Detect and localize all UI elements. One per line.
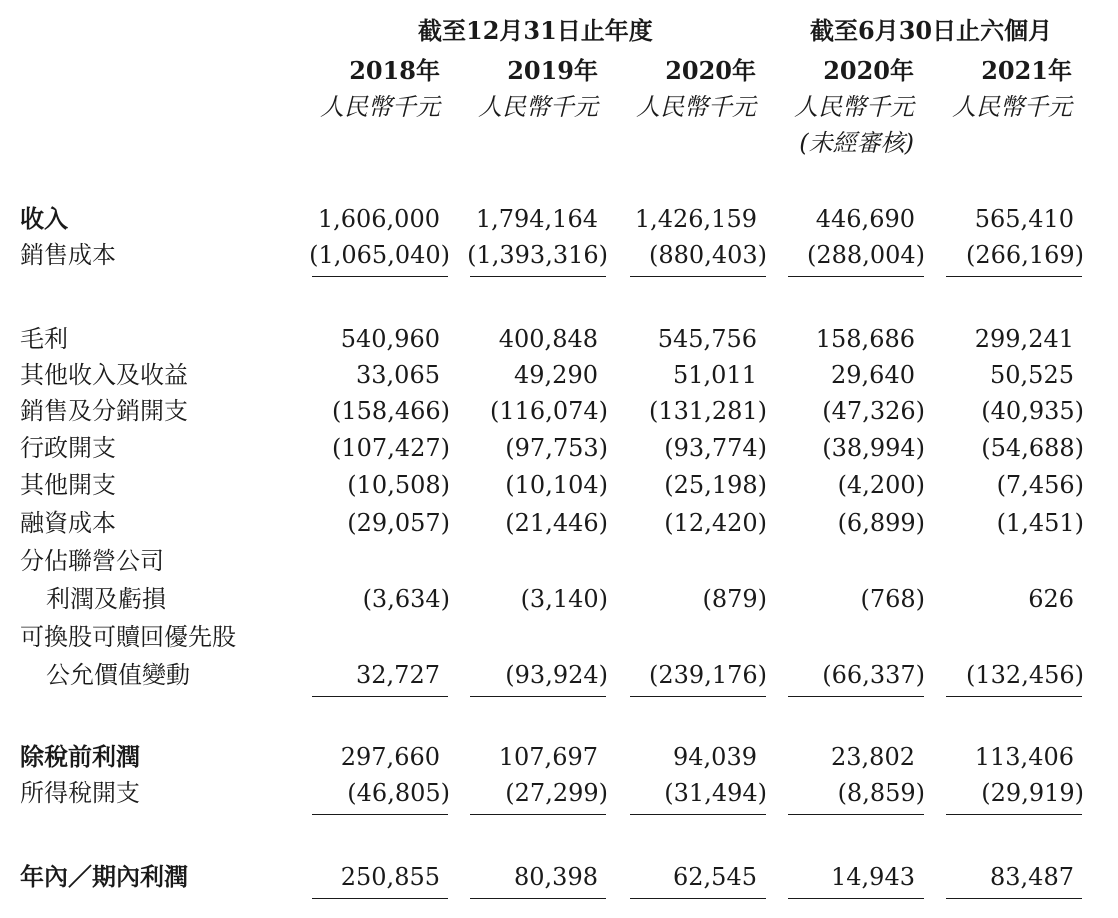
column-underline bbox=[312, 898, 448, 899]
table-cell: (38,994) bbox=[822, 434, 925, 462]
table-cell: 565,410 bbox=[974, 205, 1074, 233]
row-label: 公允價值變動 bbox=[46, 661, 190, 689]
table-cell: (768) bbox=[860, 585, 925, 613]
table-cell: 33,065 bbox=[356, 361, 440, 389]
table-cell: 113,406 bbox=[974, 743, 1074, 771]
column-underline bbox=[470, 276, 606, 277]
table-cell: 297,660 bbox=[340, 743, 440, 771]
table-cell: (10,104) bbox=[505, 471, 608, 499]
table-cell: 14,943 bbox=[831, 863, 915, 891]
column-underline bbox=[946, 276, 1082, 277]
period-header-six-months: 截至6月30日止六個月 bbox=[810, 16, 1053, 45]
column-year-2019: 2019年 bbox=[507, 56, 598, 85]
table-cell: 29,640 bbox=[831, 361, 915, 389]
table-cell: (158,466) bbox=[332, 397, 450, 425]
table-cell: (97,753) bbox=[505, 434, 608, 462]
column-underline bbox=[470, 696, 606, 697]
column-underline bbox=[946, 898, 1082, 899]
column-unit-2018: 人民幣千元 bbox=[320, 93, 440, 121]
row-label: 銷售及分銷開支 bbox=[20, 397, 188, 425]
column-underline bbox=[788, 898, 924, 899]
table-cell: (46,805) bbox=[347, 779, 450, 807]
column-unit-2020-half: 人民幣千元 bbox=[794, 93, 914, 121]
column-note-unaudited: (未經審核) bbox=[799, 129, 914, 157]
column-unit-2020-full: 人民幣千元 bbox=[636, 93, 756, 121]
table-cell: 107,697 bbox=[498, 743, 598, 771]
table-cell: (93,774) bbox=[664, 434, 767, 462]
column-underline bbox=[630, 696, 766, 697]
table-cell: (4,200) bbox=[837, 471, 925, 499]
column-unit-2021-half: 人民幣千元 bbox=[952, 93, 1072, 121]
table-cell: 32,727 bbox=[356, 661, 440, 689]
period-header-full-year: 截至12月31日止年度 bbox=[418, 16, 653, 45]
row-label: 融資成本 bbox=[20, 509, 116, 537]
table-cell: (107,427) bbox=[332, 434, 450, 462]
table-cell: (879) bbox=[702, 585, 767, 613]
table-cell: (93,924) bbox=[505, 661, 608, 689]
table-cell: 23,802 bbox=[831, 743, 915, 771]
column-underline bbox=[946, 696, 1082, 697]
table-cell: (1,393,316) bbox=[467, 241, 608, 269]
table-cell: (131,281) bbox=[649, 397, 767, 425]
table-cell: 626 bbox=[1028, 585, 1074, 613]
column-year-2018: 2018年 bbox=[349, 56, 440, 85]
table-cell: (880,403) bbox=[649, 241, 767, 269]
table-cell: (29,919) bbox=[981, 779, 1084, 807]
table-cell: 94,039 bbox=[673, 743, 757, 771]
table-cell: (3,634) bbox=[362, 585, 450, 613]
table-cell: 1,794,164 bbox=[475, 205, 598, 233]
table-cell: (7,456) bbox=[996, 471, 1084, 499]
table-cell: (21,446) bbox=[505, 509, 608, 537]
table-cell: (29,057) bbox=[347, 509, 450, 537]
table-cell: 540,960 bbox=[340, 325, 440, 353]
column-underline bbox=[630, 814, 766, 815]
table-cell: (1,065,040) bbox=[309, 241, 450, 269]
table-cell: (3,140) bbox=[520, 585, 608, 613]
table-cell: 62,545 bbox=[673, 863, 757, 891]
column-underline bbox=[630, 276, 766, 277]
table-cell: (47,326) bbox=[822, 397, 925, 425]
column-underline bbox=[470, 898, 606, 899]
table-cell: 299,241 bbox=[974, 325, 1074, 353]
table-cell: (132,456) bbox=[966, 661, 1084, 689]
column-underline bbox=[312, 276, 448, 277]
column-underline bbox=[788, 696, 924, 697]
table-cell: 83,487 bbox=[990, 863, 1074, 891]
row-label: 可換股可贖回優先股 bbox=[20, 623, 236, 651]
column-year-2020-full: 2020年 bbox=[665, 56, 756, 85]
table-cell: (66,337) bbox=[822, 661, 925, 689]
table-cell: (10,508) bbox=[347, 471, 450, 499]
table-cell: 400,848 bbox=[498, 325, 598, 353]
row-label: 收入 bbox=[20, 204, 68, 233]
column-underline bbox=[946, 814, 1082, 815]
row-label: 分佔聯營公司 bbox=[20, 547, 164, 575]
table-cell: (116,074) bbox=[490, 397, 608, 425]
row-label: 除稅前利潤 bbox=[20, 742, 140, 771]
table-cell: (288,004) bbox=[807, 241, 925, 269]
row-label: 銷售成本 bbox=[20, 241, 116, 269]
table-cell: (6,899) bbox=[837, 509, 925, 537]
table-cell: (12,420) bbox=[664, 509, 767, 537]
table-cell: 545,756 bbox=[657, 325, 757, 353]
table-cell: (239,176) bbox=[649, 661, 767, 689]
row-label: 其他開支 bbox=[20, 471, 116, 499]
table-cell: 1,606,000 bbox=[317, 205, 440, 233]
table-cell: 446,690 bbox=[815, 205, 915, 233]
table-cell: (266,169) bbox=[966, 241, 1084, 269]
table-cell: (25,198) bbox=[664, 471, 767, 499]
row-label: 毛利 bbox=[20, 325, 68, 353]
table-cell: (40,935) bbox=[981, 397, 1084, 425]
table-cell: (31,494) bbox=[664, 779, 767, 807]
table-cell: 1,426,159 bbox=[634, 205, 757, 233]
row-label: 年內／期內利潤 bbox=[20, 862, 188, 891]
column-unit-2019: 人民幣千元 bbox=[478, 93, 598, 121]
column-underline bbox=[788, 276, 924, 277]
column-underline bbox=[470, 814, 606, 815]
column-underline bbox=[788, 814, 924, 815]
table-cell: 51,011 bbox=[673, 361, 757, 389]
table-cell: 80,398 bbox=[514, 863, 598, 891]
column-underline bbox=[312, 814, 448, 815]
table-cell: 250,855 bbox=[340, 863, 440, 891]
table-cell: 158,686 bbox=[815, 325, 915, 353]
column-underline bbox=[630, 898, 766, 899]
table-cell: 49,290 bbox=[514, 361, 598, 389]
table-cell: (27,299) bbox=[505, 779, 608, 807]
row-label: 所得稅開支 bbox=[20, 779, 140, 807]
column-year-2020-half: 2020年 bbox=[823, 56, 914, 85]
row-label: 其他收入及收益 bbox=[20, 361, 188, 389]
row-label: 利潤及虧損 bbox=[46, 585, 166, 613]
table-cell: 50,525 bbox=[990, 361, 1074, 389]
column-year-2021-half: 2021年 bbox=[981, 56, 1072, 85]
table-cell: (54,688) bbox=[981, 434, 1084, 462]
column-underline bbox=[312, 696, 448, 697]
row-label: 行政開支 bbox=[20, 434, 116, 462]
table-cell: (8,859) bbox=[837, 779, 925, 807]
table-cell: (1,451) bbox=[996, 509, 1084, 537]
